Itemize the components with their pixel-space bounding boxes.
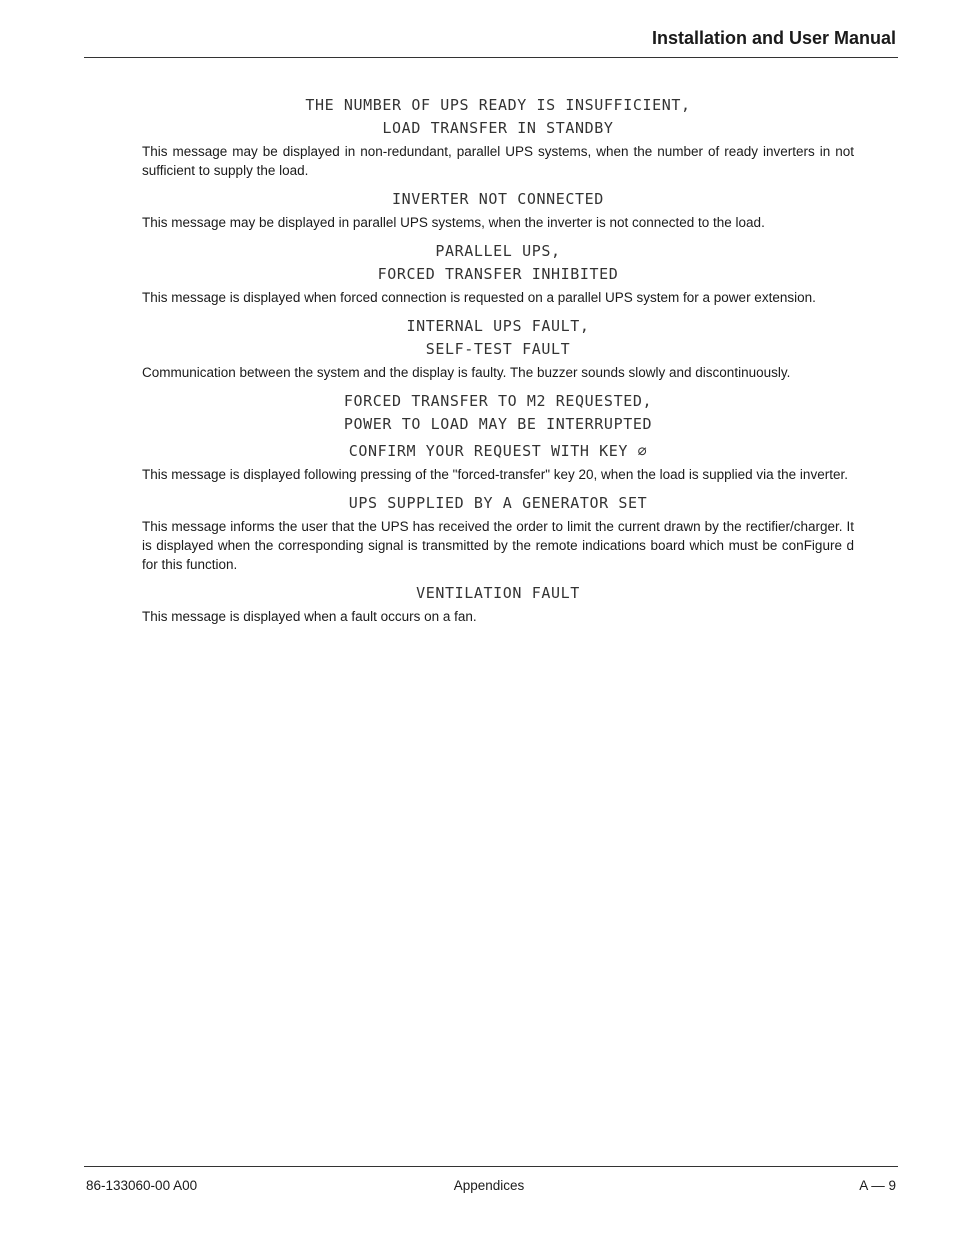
message-section	[142, 315, 854, 382]
message-description: This message may be displayed in non-redundant, parallel UPS systems, when the number of ready inverters in not sufficient to supply the load.	[142, 144, 854, 178]
message-description: This message is displayed when forced connection is requested on a parallel UPS system for a power extension.	[142, 290, 816, 305]
message-description: This message informs the user that the UPS has received the order to limit the current drawn by the rectifier/charger. It is displayed when the corresponding signal is transmitted by the remote indications board which must be conFigure d for this function.	[142, 519, 854, 572]
header-rule	[84, 57, 898, 58]
document-number: 86-133060-00 A00	[86, 1178, 198, 1193]
display-message-line: FORCED TRANSFER INHIBITED	[377, 265, 619, 283]
display-message-line: UPS SUPPLIED BY A GENERATOR SET	[348, 494, 648, 512]
message-description: Communication between the system and the display is faulty. The buzzer sounds slowly and discontinuously.	[142, 365, 791, 380]
display-message-line: POWER TO LOAD MAY BE INTERRUPTED	[343, 415, 653, 433]
display-message-line: LOAD TRANSFER IN STANDBY	[382, 119, 614, 137]
display-message-line: CONFIRM YOUR REQUEST WITH KEY ⌀	[348, 442, 648, 460]
display-message-line: INVERTER NOT CONNECTED	[392, 190, 604, 208]
display-message-line: THE NUMBER OF UPS READY IS INSUFFICIENT,	[305, 96, 691, 114]
message-section	[142, 582, 854, 626]
display-message-line: PARALLEL UPS,	[435, 242, 561, 260]
display-message-line: SELF-TEST FAULT	[425, 340, 571, 358]
message-description: This message is displayed following pressing of the "forced-transfer" key 20, when the load is supplied via the inverter.	[142, 467, 848, 482]
display-message-line: VENTILATION FAULT	[416, 584, 580, 602]
footer-rule	[84, 1166, 898, 1167]
message-section	[142, 188, 854, 232]
message-section	[142, 240, 854, 307]
message-description: This message is displayed when a fault occurs on a fan.	[142, 609, 477, 624]
message-section	[142, 492, 854, 574]
message-list	[142, 94, 854, 626]
message-description: This message may be displayed in parallel UPS systems, when the inverter is not connected to the load.	[142, 215, 765, 230]
display-message-line: FORCED TRANSFER TO M2 REQUESTED,	[343, 392, 653, 410]
page-number: A — 9	[859, 1178, 896, 1193]
message-section	[142, 94, 854, 180]
manual-title: Installation and User Manual	[651, 28, 896, 48]
message-section	[142, 390, 854, 484]
footer-section-name: Appendices	[453, 1178, 525, 1193]
display-message-line: INTERNAL UPS FAULT,	[406, 317, 590, 335]
